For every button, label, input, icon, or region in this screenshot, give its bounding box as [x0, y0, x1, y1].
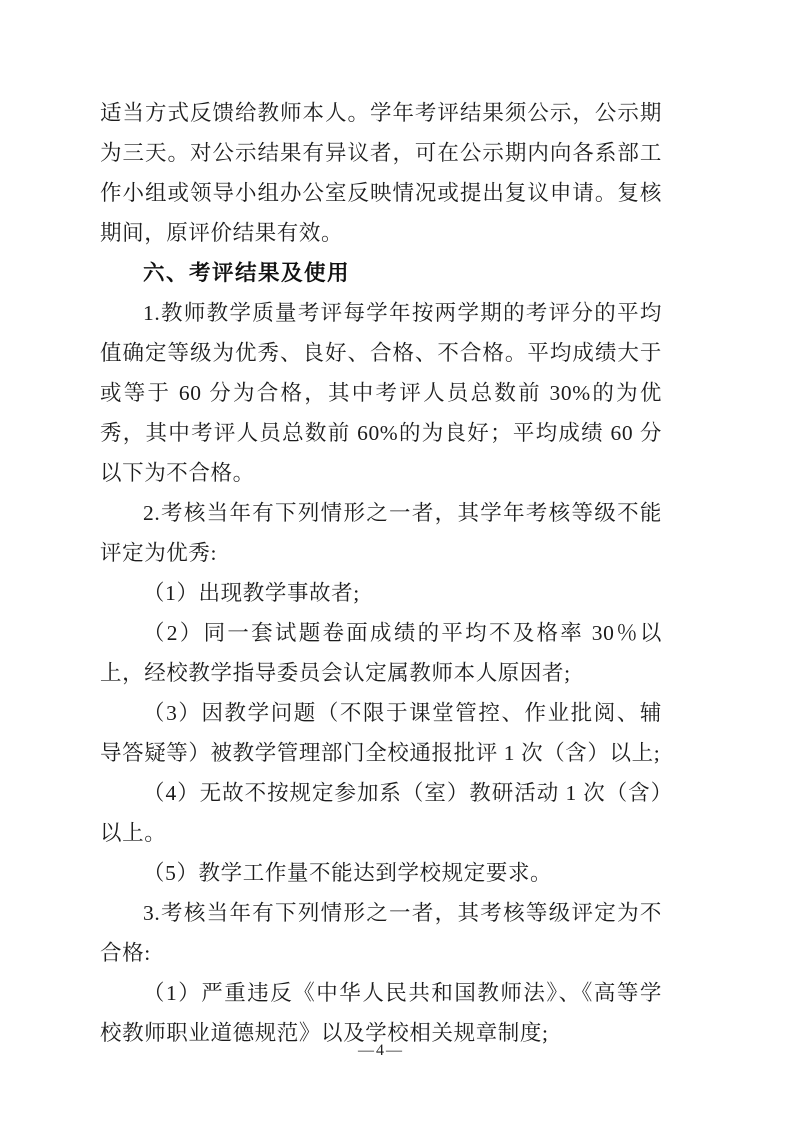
sub-item-2-1-teaching-accident: （1）出现教学事故者;: [143, 581, 360, 605]
sub-item-2-3-criticism-notice: （3）因教学问题（不限于课堂管控、作业批阅、辅导答疑等）被教学管理部门全校通报批评 1 次（含）以上;: [100, 701, 662, 765]
sub-item-2-2-fail-rate: （2）同一套试题卷面成绩的平均不及格率 30％以上，经校教学指导委员会认定属教师本人原因者;: [100, 621, 662, 685]
paragraph-item-3-fail-grade-intro: 3.考核当年有下列情形之一者，其考核等级评定为不合格:: [100, 901, 662, 965]
section-heading-results-and-usage: 六、考评结果及使用: [143, 261, 351, 285]
sub-item-2-4-absent-research-activity: （4）无故不按规定参加系（室）教研活动 1 次（含）以上。: [100, 781, 662, 845]
paragraph-item-2-no-excellent-intro: 2.考核当年有下列情形之一者，其学年考核等级不能评定为优秀:: [100, 501, 662, 565]
paragraph-feedback-publicity: 适当方式反馈给教师本人。学年考评结果须公示，公示期为三天。对公示结果有异议者，可在公示期内向各系部工作小组或领导小组办公室反映情况或提出复议申请。复核期间，原评价结果有效。: [100, 101, 662, 245]
document-body: [100, 93, 662, 1053]
sub-item-3-1-serious-violation: （1）严重违反《中华人民共和国教师法》、《高等学校教师职业道德规范》以及学校相关规章制度;: [100, 981, 662, 1045]
sub-item-2-5-workload: （5）教学工作量不能达到学校规定要求。: [143, 861, 553, 885]
paragraph-item-1-grading-rules: 1.教师教学质量考评每学年按两学期的考评分的平均值确定等级为优秀、良好、合格、不合格。平均成绩大于或等于 60 分为合格，其中考评人员总数前 30%的为优秀，其中考评人员总数前 60%的为良好；平均成绩 60 分以下为不合格。: [100, 301, 662, 485]
page-number: —4—: [358, 1042, 404, 1059]
